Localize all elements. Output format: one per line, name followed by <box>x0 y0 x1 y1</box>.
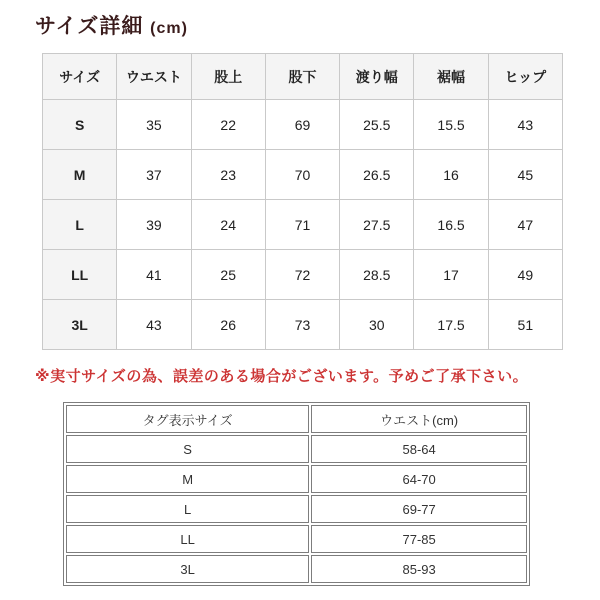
size-cell: L <box>43 200 117 250</box>
tag-table-row-ll <box>66 525 527 553</box>
value-cell: 39 <box>117 200 191 250</box>
value-cell: 47 <box>488 200 562 250</box>
column-header-tag-size: タグ表示サイズ <box>66 405 309 433</box>
value-cell: 16.5 <box>414 200 488 250</box>
value-cell: 17 <box>414 250 488 300</box>
tag-size-cell: 3L <box>66 555 309 583</box>
size-measurement-table <box>42 53 563 350</box>
tag-size-cell: L <box>66 495 309 523</box>
table-row-l <box>43 200 563 250</box>
value-cell: 70 <box>265 150 339 200</box>
column-header-inseam: 股下 <box>265 54 339 100</box>
tag-size-cell: LL <box>66 525 309 553</box>
value-cell: 37 <box>117 150 191 200</box>
tag-size-table <box>63 402 530 586</box>
value-cell: 43 <box>488 100 562 150</box>
value-cell: 25.5 <box>340 100 414 150</box>
measurement-disclaimer-note: ※実寸サイズの為、誤差のある場合がございます。予めご了承下さい。 <box>35 368 529 385</box>
value-cell: 17.5 <box>414 300 488 350</box>
value-cell: 73 <box>265 300 339 350</box>
value-cell: 16 <box>414 150 488 200</box>
tag-table-row-l <box>66 495 527 523</box>
value-cell: 15.5 <box>414 100 488 150</box>
waist-range-cell: 85-93 <box>311 555 527 583</box>
page-title-unit: (cm) <box>150 20 188 37</box>
value-cell: 41 <box>117 250 191 300</box>
value-cell: 45 <box>488 150 562 200</box>
value-cell: 72 <box>265 250 339 300</box>
column-header-waist-cm: ウエスト(cm) <box>311 405 527 433</box>
tag-table-row-m <box>66 465 527 493</box>
column-header-rise: 股上 <box>191 54 265 100</box>
size-cell: LL <box>43 250 117 300</box>
page-title <box>35 10 600 40</box>
value-cell: 23 <box>191 150 265 200</box>
page-title-text: サイズ詳細 <box>35 15 144 38</box>
column-header-hip: ヒップ <box>488 54 562 100</box>
table-row-3l <box>43 300 563 350</box>
value-cell: 51 <box>488 300 562 350</box>
tag-table-row-3l <box>66 555 527 583</box>
column-header-hem-width: 裾幅 <box>414 54 488 100</box>
size-table-header-row <box>43 54 563 100</box>
size-cell: 3L <box>43 300 117 350</box>
value-cell: 26.5 <box>340 150 414 200</box>
table-row-ll <box>43 250 563 300</box>
value-cell: 30 <box>340 300 414 350</box>
value-cell: 69 <box>265 100 339 150</box>
value-cell: 24 <box>191 200 265 250</box>
column-header-thigh-width: 渡り幅 <box>340 54 414 100</box>
value-cell: 35 <box>117 100 191 150</box>
tag-size-cell: M <box>66 465 309 493</box>
tag-table-header-row <box>66 405 527 433</box>
waist-range-cell: 77-85 <box>311 525 527 553</box>
tag-table-row-s <box>66 435 527 463</box>
size-cell: M <box>43 150 117 200</box>
table-row-s <box>43 100 563 150</box>
waist-range-cell: 69-77 <box>311 495 527 523</box>
value-cell: 49 <box>488 250 562 300</box>
value-cell: 26 <box>191 300 265 350</box>
waist-range-cell: 64-70 <box>311 465 527 493</box>
value-cell: 28.5 <box>340 250 414 300</box>
value-cell: 25 <box>191 250 265 300</box>
value-cell: 27.5 <box>340 200 414 250</box>
column-header-waist: ウエスト <box>117 54 191 100</box>
value-cell: 22 <box>191 100 265 150</box>
size-cell: S <box>43 100 117 150</box>
value-cell: 71 <box>265 200 339 250</box>
column-header-size: サイズ <box>43 54 117 100</box>
value-cell: 43 <box>117 300 191 350</box>
tag-size-cell: S <box>66 435 309 463</box>
waist-range-cell: 58-64 <box>311 435 527 463</box>
table-row-m <box>43 150 563 200</box>
